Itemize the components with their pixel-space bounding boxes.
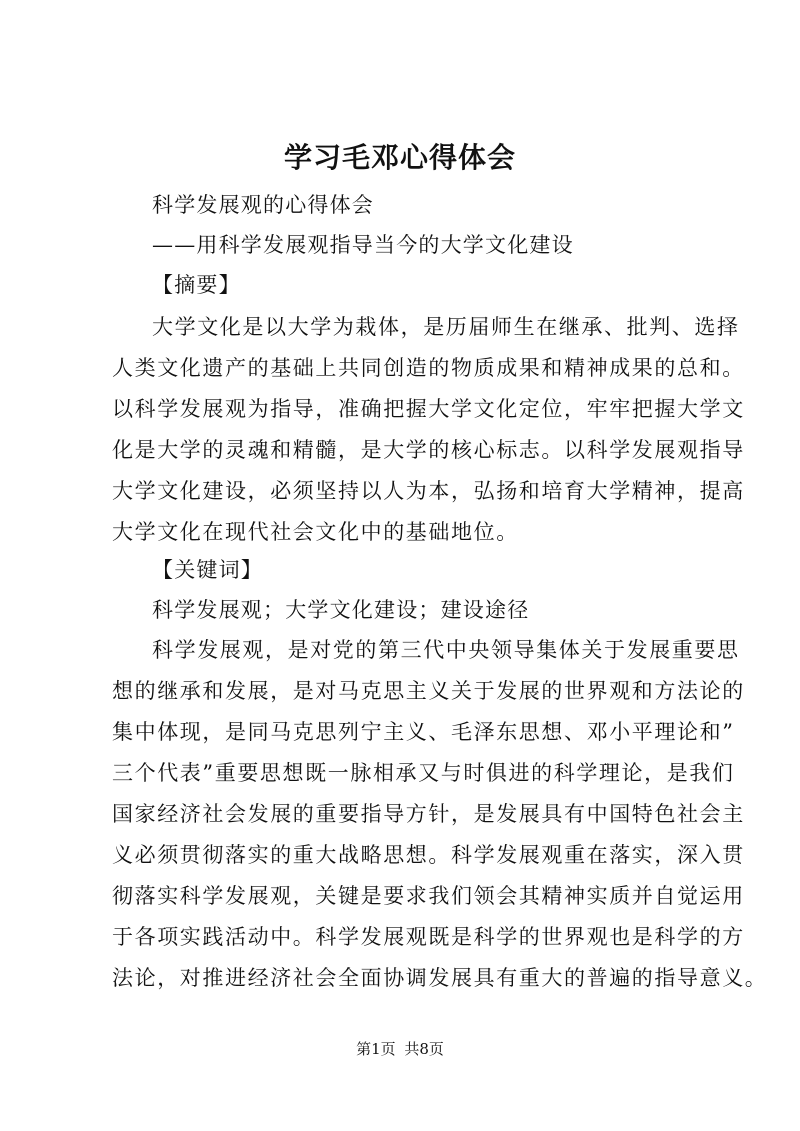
document-title: 学习毛邓心得体会 [283, 141, 516, 174]
body-line: 国家经济社会发展的重要指导方针，是发展具有中国特色社会主 [112, 802, 745, 826]
subtitle: 科学发展观的心得体会 [152, 193, 374, 217]
keywords: 科学发展观；大学文化建设；建设途径 [152, 598, 530, 622]
page-total: 共8页 [404, 1040, 444, 1058]
keywords-heading: 【关键词】 [152, 558, 263, 582]
abstract-line: 人类文化遗产的基础上共同创造的物质成果和精神成果的总和。 [112, 356, 745, 380]
body-line: 彻落实科学发展观，关键是要求我们领会其精神实质并自觉运用 [112, 884, 745, 908]
abstract-line: 以科学发展观为指导，准确把握大学文化定位，牢牢把握大学文 [112, 397, 745, 421]
abstract-line: 大学文化是以大学为栽体，是历届师生在继承、批判、选择 [152, 315, 740, 339]
abstract-heading: 【摘要】 [152, 273, 241, 297]
subheading: ——用科学发展观指导当今的大学文化建设 [152, 233, 574, 257]
abstract-line: 大学文化建设，必须坚持以人为本，弘扬和培育大学精神，提高 [112, 479, 745, 503]
abstract-line: 大学文化在现代社会文化中的基础地位。 [112, 520, 519, 544]
body-line: 于各项实践活动中。科学发展观既是科学的世界观也是科学的方 [112, 925, 745, 949]
body-line: 义必须贯彻落实的重大战略思想。科学发展观重在落实，深入贯 [112, 843, 745, 867]
body-line: 科学发展观，是对党的第三代中央领导集体关于发展重要思 [152, 638, 740, 662]
page-footer [0, 1039, 800, 1059]
body-line: 三个代表”重要思想既一脉相承又与时俱进的科学理论，是我们 [112, 761, 735, 785]
body-line: 想的继承和发展，是对马克思主义关于发展的世界观和方法论的 [112, 679, 745, 703]
abstract-line: 化是大学的灵魂和精髓，是大学的核心标志。以科学发展观指导 [112, 438, 745, 462]
body-line: 集中体现，是同马克思列宁主义、毛泽东思想、邓小平理论和” [112, 720, 735, 744]
page-number: 第1页 [356, 1040, 396, 1058]
body-line: 法论，对推进经济社会全面协调发展具有重大的普遍的指导意义。 [112, 966, 768, 990]
